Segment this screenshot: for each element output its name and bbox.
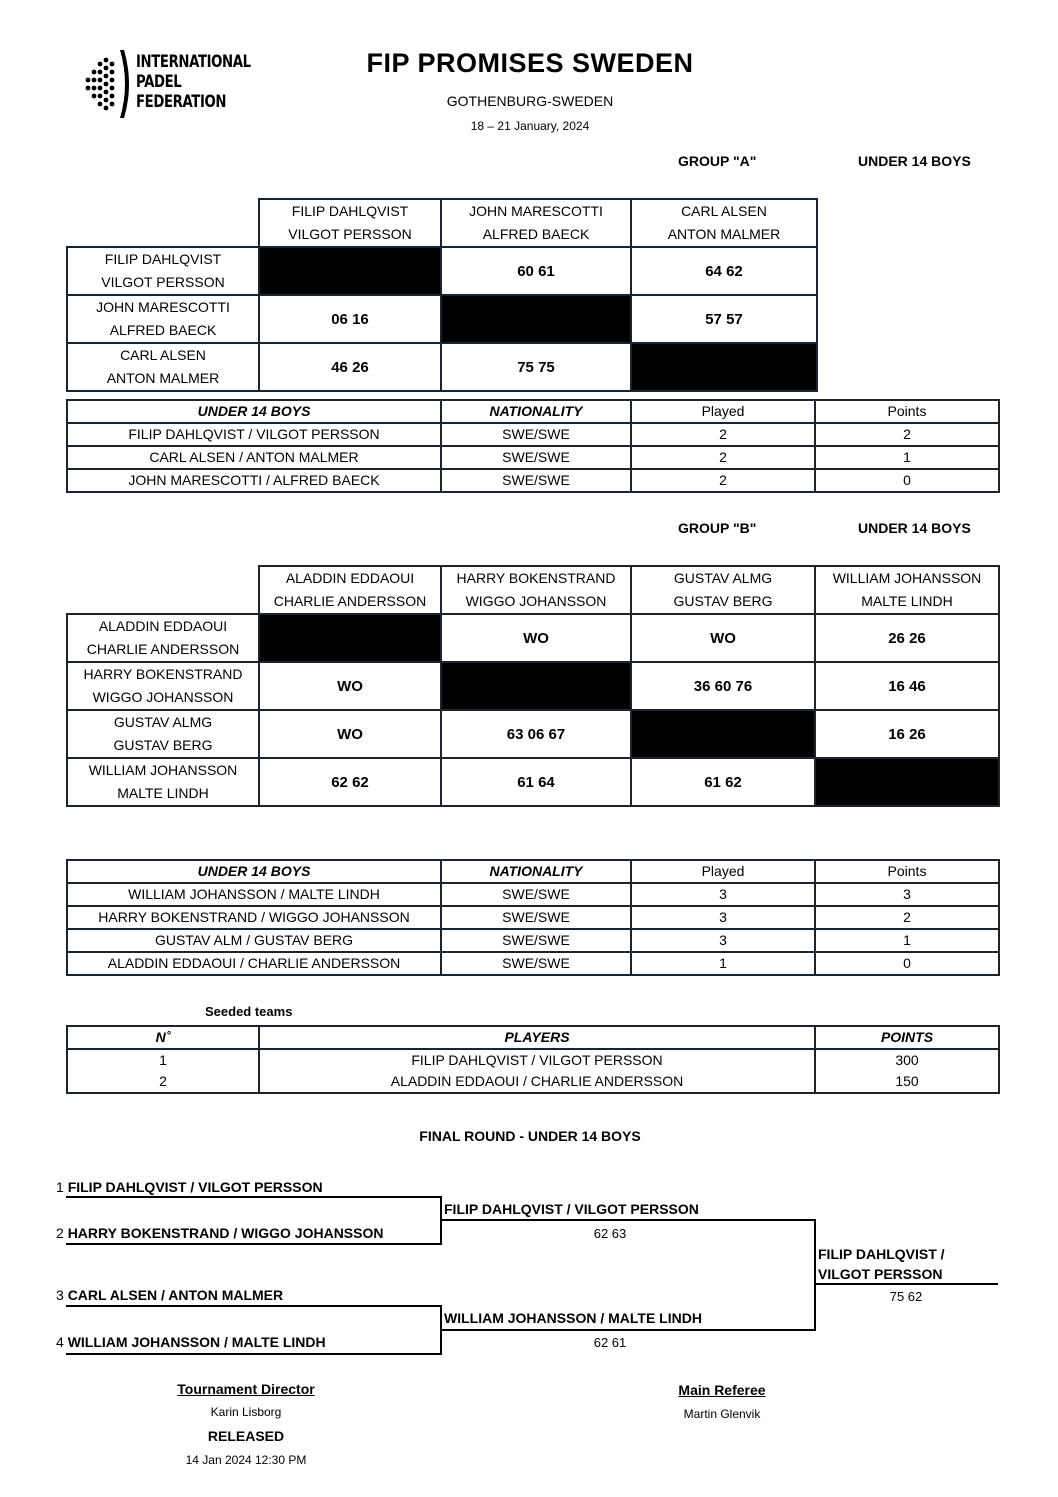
standings-nationality: SWE/SWE — [441, 469, 631, 492]
group-b-col-header: GUSTAV ALMG GUSTAV BERG — [631, 566, 815, 614]
group-b-standings-header-played: Played — [631, 860, 815, 883]
seeded-number: 2 — [67, 1071, 259, 1093]
seeded-points: 300 — [815, 1049, 999, 1071]
champion-line-2: VILGOT PERSSON — [818, 1266, 943, 1282]
group-b-score-cell: 16 46 — [815, 662, 999, 710]
standings-team: CARL ALSEN / ANTON MALMER — [67, 446, 441, 469]
standings-team: ALADDIN EDDAOUI / CHARLIE ANDERSSON — [67, 952, 441, 975]
logo-text-line-2: PADEL — [136, 72, 182, 92]
standings-nationality: SWE/SWE — [441, 446, 631, 469]
bracket-seed: 4 — [56, 1334, 64, 1350]
bracket-line — [66, 1353, 442, 1355]
bracket-seed: 3 — [56, 1287, 64, 1303]
group-b-score-cell: WO — [631, 614, 815, 662]
standings-nationality: SWE/SWE — [441, 952, 631, 975]
group-b-score-cell: 16 26 — [815, 710, 999, 758]
group-b-standings-header-category: UNDER 14 BOYS — [67, 860, 441, 883]
group-a-col-header: JOHN MARESCOTTI ALFRED BAECK — [441, 199, 631, 247]
bracket-seed: 1 — [56, 1179, 64, 1195]
table-row — [67, 952, 999, 975]
table-row — [67, 469, 999, 492]
group-a-self-cell — [631, 343, 817, 391]
group-b-row-header: ALADDIN EDDAOUI CHARLIE ANDERSSON — [67, 614, 259, 662]
group-a-score-cell: 60 61 — [441, 247, 631, 295]
seeded-header-points: POINTS — [815, 1026, 999, 1049]
group-b-results-table — [66, 565, 1000, 807]
bracket-connector — [814, 1219, 816, 1331]
group-b-score-cell: WO — [441, 614, 631, 662]
standings-points: 1 — [815, 929, 999, 952]
group-b-standings-header-points: Points — [815, 860, 999, 883]
group-b-col-header: WILLIAM JOHANSSON MALTE LINDH — [815, 566, 999, 614]
group-a-score-cell: 64 62 — [631, 247, 817, 295]
group-b-category: UNDER 14 BOYS — [858, 520, 971, 536]
group-a-standings-header-played: Played — [631, 400, 815, 423]
group-b-corner — [67, 566, 259, 614]
group-a-self-cell — [441, 295, 631, 343]
logo-text-line-1: INTERNATIONAL — [136, 52, 251, 72]
group-b-self-cell — [441, 662, 631, 710]
group-a-col-header: CARL ALSEN ANTON MALMER — [631, 199, 817, 247]
group-a-label: GROUP "A" — [678, 153, 757, 169]
group-b-row-header: WILLIAM JOHANSSON MALTE LINDH — [67, 758, 259, 806]
final-score: 75 62 — [889, 1289, 923, 1304]
seeded-header-players: PLAYERS — [259, 1026, 815, 1049]
bracket-team: HARRY BOKENSTRAND / WIGGO JOHANSSON — [67, 1225, 384, 1241]
group-a-standings-header-points: Points — [815, 400, 999, 423]
bracket-team: CARL ALSEN / ANTON MALMER — [67, 1287, 284, 1303]
standings-points: 0 — [815, 952, 999, 975]
released-label: RELEASED — [207, 1428, 285, 1444]
standings-team: GUSTAV ALM / GUSTAV BERG — [67, 929, 441, 952]
standings-played: 3 — [631, 906, 815, 929]
group-a-standings-header-nationality: NATIONALITY — [441, 400, 631, 423]
standings-team: HARRY BOKENSTRAND / WIGGO JOHANSSON — [67, 906, 441, 929]
group-a-row-header: CARL ALSEN ANTON MALMER — [67, 343, 259, 391]
standings-played: 2 — [631, 446, 815, 469]
group-b-standings-header-nationality: NATIONALITY — [441, 860, 631, 883]
group-a-col-header: FILIP DAHLQVIST VILGOT PERSSON — [259, 199, 441, 247]
released-time: 14 Jan 2024 12:30 PM — [185, 1453, 307, 1467]
group-a-standings-table — [66, 399, 1000, 493]
seeded-players: FILIP DAHLQVIST / VILGOT PERSSON — [259, 1049, 815, 1071]
final-round-title: FINAL ROUND - UNDER 14 BOYS — [419, 1128, 641, 1144]
standings-nationality: SWE/SWE — [441, 423, 631, 446]
group-a-self-cell — [259, 247, 441, 295]
standings-played: 2 — [631, 423, 815, 446]
standings-played: 3 — [631, 883, 815, 906]
group-b-score-cell: WO — [259, 710, 441, 758]
bracket-team: WILLIAM JOHANSSON / MALTE LINDH — [67, 1334, 326, 1350]
main-referee-label: Main Referee — [678, 1382, 766, 1398]
group-a-score-cell: 75 75 — [441, 343, 631, 391]
bracket-line — [66, 1196, 442, 1198]
standings-nationality: SWE/SWE — [441, 929, 631, 952]
standings-team: JOHN MARESCOTTI / ALFRED BAECK — [67, 469, 441, 492]
table-row — [67, 446, 999, 469]
seeded-players: ALADDIN EDDAOUI / CHARLIE ANDERSSON — [259, 1071, 815, 1093]
bracket-line — [66, 1243, 442, 1245]
standings-played: 3 — [631, 929, 815, 952]
main-referee-name: Martin Glenvik — [683, 1407, 761, 1421]
bracket-entry — [56, 1225, 384, 1241]
bracket-team: FILIP DAHLQVIST / VILGOT PERSSON — [67, 1179, 323, 1195]
bracket-entry — [56, 1334, 326, 1350]
champion-line-1: FILIP DAHLQVIST / — [818, 1246, 945, 1262]
group-b-row-header: GUSTAV ALMG GUSTAV BERG — [67, 710, 259, 758]
group-b-col-header: HARRY BOKENSTRAND WIGGO JOHANSSON — [441, 566, 631, 614]
group-b-self-cell — [631, 710, 815, 758]
bracket-seed: 2 — [56, 1225, 64, 1241]
page-title: FIP PROMISES SWEDEN — [366, 48, 694, 78]
semi1-score: 62 63 — [593, 1226, 627, 1241]
group-a-results-table — [66, 198, 818, 392]
table-row — [67, 423, 999, 446]
group-b-score-cell: WO — [259, 662, 441, 710]
group-a-category: UNDER 14 BOYS — [858, 153, 971, 169]
standings-played: 1 — [631, 952, 815, 975]
bracket-entry — [56, 1287, 283, 1303]
seeded-number: 1 — [67, 1049, 259, 1071]
group-b-score-cell: 26 26 — [815, 614, 999, 662]
bracket-entry — [56, 1179, 323, 1195]
table-row — [67, 929, 999, 952]
seeded-points: 150 — [815, 1071, 999, 1093]
standings-nationality: SWE/SWE — [441, 883, 631, 906]
table-row — [67, 1049, 999, 1071]
standings-points: 2 — [815, 423, 999, 446]
semi1-winner: FILIP DAHLQVIST / VILGOT PERSSON — [444, 1201, 699, 1217]
fip-logo — [84, 44, 251, 124]
group-b-label: GROUP "B" — [678, 520, 757, 536]
seeded-teams-table — [66, 1025, 1000, 1094]
tournament-dates: 18 – 21 January, 2024 — [470, 119, 590, 133]
group-a-row-header: JOHN MARESCOTTI ALFRED BAECK — [67, 295, 259, 343]
group-a-score-cell: 46 26 — [259, 343, 441, 391]
group-a-score-cell: 57 57 — [631, 295, 817, 343]
seeded-teams-label: Seeded teams — [205, 1004, 293, 1019]
semi2-winner: WILLIAM JOHANSSON / MALTE LINDH — [444, 1310, 702, 1326]
standings-team: WILLIAM JOHANSSON / MALTE LINDH — [67, 883, 441, 906]
bracket-line — [440, 1219, 816, 1221]
standings-points: 2 — [815, 906, 999, 929]
group-b-self-cell — [815, 758, 999, 806]
logo-text-line-3: FEDERATION — [136, 92, 227, 112]
group-b-score-cell: 36 60 76 — [631, 662, 815, 710]
group-b-self-cell — [259, 614, 441, 662]
seeded-header-number: N˚ — [67, 1026, 259, 1049]
fip-logo-mark-icon — [84, 44, 134, 124]
table-row — [67, 1071, 999, 1093]
group-a-score-cell: 06 16 — [259, 295, 441, 343]
tournament-director-name: Karin Lisborg — [210, 1405, 282, 1419]
standings-team: FILIP DAHLQVIST / VILGOT PERSSON — [67, 423, 441, 446]
bracket-line — [814, 1283, 998, 1285]
table-row — [67, 906, 999, 929]
group-b-score-cell: 61 62 — [631, 758, 815, 806]
group-b-row-header: HARRY BOKENSTRAND WIGGO JOHANSSON — [67, 662, 259, 710]
standings-points: 0 — [815, 469, 999, 492]
standings-nationality: SWE/SWE — [441, 906, 631, 929]
semi2-score: 62 61 — [593, 1335, 627, 1350]
group-b-standings-table — [66, 859, 1000, 976]
group-b-score-cell: 63 06 67 — [441, 710, 631, 758]
table-row — [67, 883, 999, 906]
group-a-corner — [67, 199, 259, 247]
standings-played: 2 — [631, 469, 815, 492]
tournament-location: GOTHENBURG-SWEDEN — [446, 93, 614, 109]
standings-points: 1 — [815, 446, 999, 469]
standings-points: 3 — [815, 883, 999, 906]
group-b-score-cell: 62 62 — [259, 758, 441, 806]
group-a-row-header: FILIP DAHLQVIST VILGOT PERSSON — [67, 247, 259, 295]
group-b-score-cell: 61 64 — [441, 758, 631, 806]
group-a-standings-header-category: UNDER 14 BOYS — [67, 400, 441, 423]
bracket-line — [440, 1329, 816, 1331]
tournament-director-label: Tournament Director — [177, 1381, 315, 1397]
group-b-col-header: ALADDIN EDDAOUI CHARLIE ANDERSSON — [259, 566, 441, 614]
bracket-line — [66, 1305, 442, 1307]
